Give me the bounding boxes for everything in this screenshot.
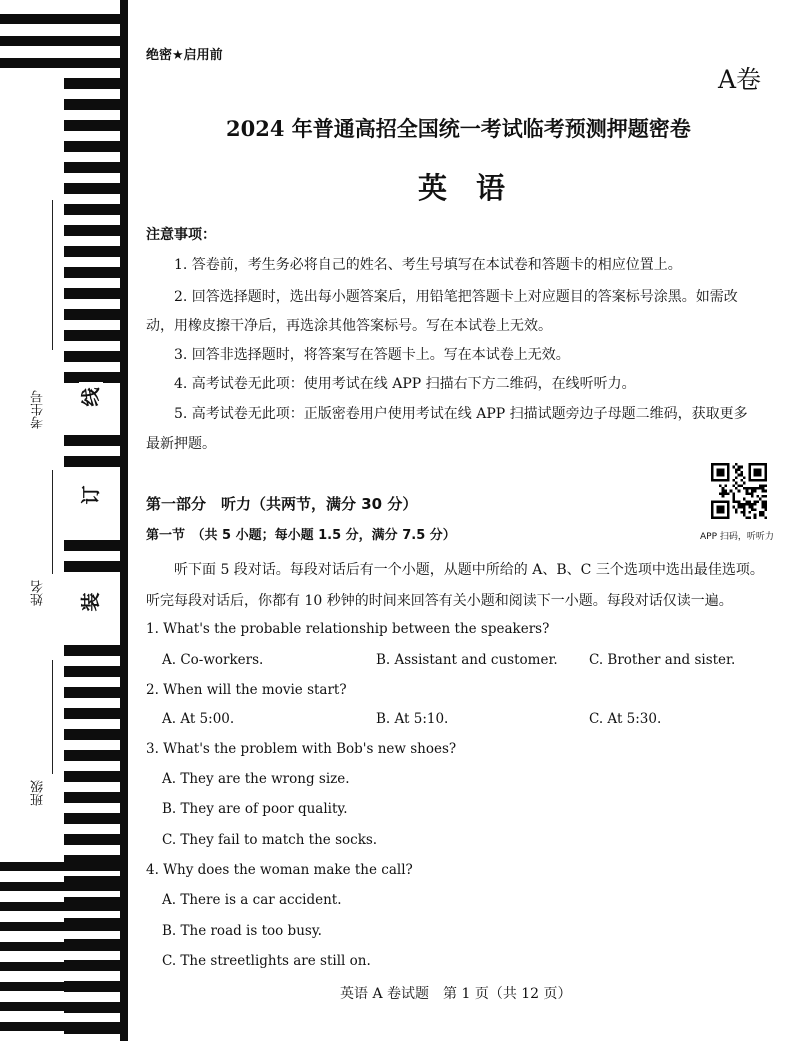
binding-stripe <box>64 813 120 824</box>
binding-stripe <box>64 183 120 194</box>
binding-stripe <box>64 834 120 845</box>
binding-stripe <box>64 351 120 362</box>
question-2-option-b: B. At 5:10. <box>376 711 449 727</box>
name-line <box>52 470 53 574</box>
exam-number-label: 考生号 <box>31 390 46 429</box>
class-field[interactable] <box>8 780 68 840</box>
instruction-line-1: 听下面 5 段对话。每段对话后有一个小题，从题中所给的 A、B、C 三个选项中选出最佳选项。 <box>174 562 764 578</box>
subject-title: 英 语 <box>418 171 506 205</box>
question-1-option-c: C. Brother and sister. <box>589 652 736 668</box>
seal-char-zhuang: 装 <box>79 587 103 617</box>
secret-mark: 绝密★启用前 <box>146 48 223 63</box>
paper-version: A卷 <box>718 65 762 94</box>
binding-stripe <box>0 942 120 951</box>
binding-stripe <box>64 792 120 803</box>
note-item-1: 1. 答卷前，考生务必将自己的姓名、考生号填写在本试卷和答题卡的相应位置上。 <box>174 257 682 273</box>
instruction-line-2: 听完每段对话后，你都有 10 秒钟的时间来回答有关小题和阅读下一小题。每段对话仅读一遍。 <box>146 593 733 609</box>
question-2-option-a: A. At 5:00. <box>162 711 235 727</box>
note-item-5-cont: 最新押题。 <box>146 436 216 452</box>
question-1-option-a: A. Co-workers. <box>162 652 264 668</box>
binding-stripe <box>64 771 120 782</box>
binding-stripe <box>64 750 120 761</box>
binding-stripe <box>64 330 120 341</box>
binding-stripe <box>64 246 120 257</box>
note-item-2: 2. 回答选择题时，选出每小题答案后，用铅笔把答题卡上对应题目的答案标号涂黑。如需改 <box>174 289 738 305</box>
binding-stripe <box>0 982 120 991</box>
binding-stripe <box>64 267 120 278</box>
section1-title: 第一节 （共 5 小题；每小题 1.5 分，满分 7.5 分） <box>146 528 456 543</box>
seal-char-ding: 订 <box>79 480 103 510</box>
binding-stripe <box>0 902 120 911</box>
binding-stripe <box>64 141 120 152</box>
exam-number-line <box>52 200 53 350</box>
binding-stripe <box>64 456 120 467</box>
binding-margin <box>0 0 128 1041</box>
binding-stripe <box>64 204 120 215</box>
binding-stripe <box>64 225 120 236</box>
binding-stripe <box>0 36 120 46</box>
question-4-option-b: B. The road is too busy. <box>162 923 322 939</box>
question-4-option-c: C. The streetlights are still on. <box>162 953 371 969</box>
note-item-3: 3. 回答非选择题时，将答案写在答题卡上。写在本试卷上无效。 <box>174 347 570 363</box>
note-item-2-cont: 动，用橡皮擦干净后，再选涂其他答案标号。写在本试卷上无效。 <box>146 318 552 334</box>
binding-stripe <box>64 561 120 572</box>
seal-char-xian: 线 <box>79 382 103 412</box>
question-4-stem: 4. Why does the woman make the call? <box>146 862 413 878</box>
binding-stripe <box>64 288 120 299</box>
page-footer: 英语 A 卷试题 第 1 页（共 12 页） <box>340 986 572 1002</box>
part1-title: 第一部分 听力（共两节，满分 30 分） <box>146 495 418 513</box>
binding-stripe <box>0 962 120 971</box>
question-2-stem: 2. When will the movie start? <box>146 682 347 698</box>
binding-stripe <box>0 862 120 871</box>
binding-stripe <box>0 882 120 891</box>
binding-stripe <box>64 309 120 320</box>
binding-stripe <box>64 435 120 446</box>
class-line <box>52 660 53 774</box>
binding-stripe <box>64 666 120 677</box>
binding-stripe <box>64 120 120 131</box>
class-label: 班级 <box>31 780 46 806</box>
note-item-5: 5. 高考试卷无此项：正版密卷用户使用考试在线 APP 扫描试题旁边子母题二维码，获取更多 <box>174 406 748 422</box>
binding-stripe <box>64 78 120 89</box>
qr-code-icon[interactable] <box>711 463 767 519</box>
binding-stripe <box>0 1022 120 1031</box>
question-3-stem: 3. What's the problem with Bob's new shoes? <box>146 741 457 757</box>
question-4-option-a: A. There is a car accident. <box>162 892 342 908</box>
binding-stripe <box>64 99 120 110</box>
binding-edge-bar <box>120 0 128 1041</box>
notes-heading: 注意事项： <box>146 227 216 243</box>
name-field[interactable] <box>8 580 68 640</box>
question-1-option-b: B. Assistant and customer. <box>376 652 558 668</box>
binding-stripe <box>64 687 120 698</box>
binding-stripe <box>0 14 120 24</box>
name-label: 姓名 <box>31 580 46 606</box>
binding-stripe <box>0 58 120 68</box>
question-2-option-c: C. At 5:30. <box>589 711 662 727</box>
note-item-4: 4. 高考试卷无此项：使用考试在线 APP 扫描右下方二维码，在线听听力。 <box>174 376 636 392</box>
question-3-option-a: A. They are the wrong size. <box>162 771 350 787</box>
binding-stripe <box>64 708 120 719</box>
question-3-option-c: C. They fail to match the socks. <box>162 832 378 848</box>
binding-stripe <box>0 1002 120 1011</box>
exam-number-field[interactable] <box>8 360 68 460</box>
binding-stripe <box>64 729 120 740</box>
binding-stripe <box>0 922 120 931</box>
qr-caption: APP 扫码，听听力 <box>700 532 774 542</box>
question-1-stem: 1. What's the probable relationship between the speakers? <box>146 621 550 637</box>
question-3-option-b: B. They are of poor quality. <box>162 801 348 817</box>
binding-stripe <box>64 645 120 656</box>
binding-stripe <box>64 540 120 551</box>
binding-stripe <box>64 162 120 173</box>
exam-title: 2024 年普通高招全国统一考试临考预测押题密卷 <box>226 116 691 141</box>
